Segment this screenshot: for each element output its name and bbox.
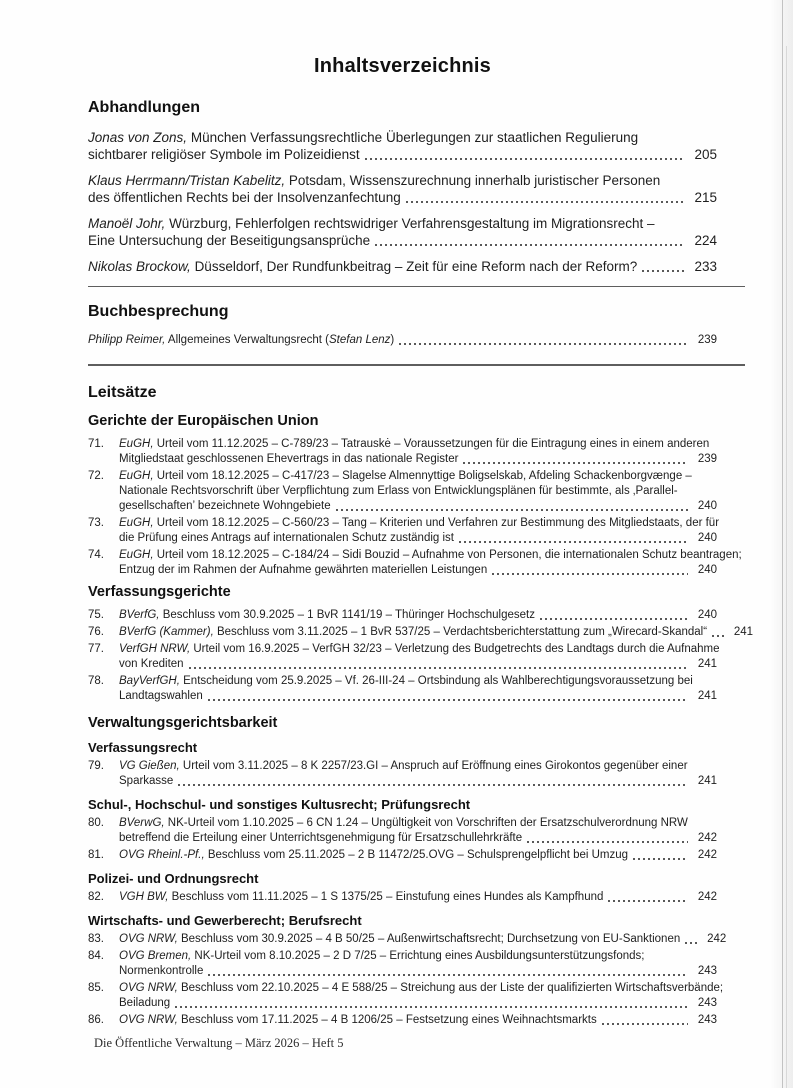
page-title: Inhaltsverzeichnis: [314, 55, 491, 77]
entry-text: Nationale Rechtsvorschrift über Verpflichtung zum Erlass von Entwicklungsplänen für bestimmte, als ‚Parallel-: [119, 484, 678, 497]
dot-leader: [208, 699, 688, 701]
entry-text: Beschluss vom 30.9.2025 – 4 B 50/25 – Außenwirtschaftsrecht; Durchsetzung von EU-Sanktionen: [180, 932, 681, 945]
toc-entry: [88, 949, 717, 979]
entry-text: Beschluss vom 22.10.2025 – 4 E 588/25 – Streichung aus der Liste der qualifizierten Wirtschaftsverbände;: [180, 981, 724, 994]
entry-author: Jonas von Zons,: [88, 130, 188, 145]
category-heading-schulrecht: Schul-, Hochschul- und sonstiges Kultusrecht; Prüfungsrecht: [88, 796, 471, 812]
page-number: 243: [697, 964, 717, 977]
section-heading-buchbesprechung: Buchbesprechung: [88, 303, 229, 320]
entry-court: EuGH,: [119, 548, 154, 561]
section-heading-leitsaetze: Leitsätze: [88, 383, 157, 401]
entry-text: Normenkontrolle: [119, 964, 204, 977]
entry-court: VG Gießen,: [119, 759, 180, 772]
entry-court: VGH BW,: [119, 890, 169, 903]
dot-leader: [459, 541, 688, 543]
entry-text: Würzburg, Fehlerfolgen rechtswidriger Verfahrensgestaltung im Migrationsrecht –: [169, 216, 655, 231]
page-number: 233: [694, 259, 717, 274]
entry-number: 86.: [88, 1013, 104, 1026]
toc-entry: [88, 173, 717, 206]
entry-court: OVG Rheinl.-Pf.,: [119, 848, 205, 861]
entry-text: Urteil vom 16.9.2025 – VerfGH 32/23 – Verletzung des Budgetrechts des Landtags durch die Aufnahme: [193, 642, 720, 655]
entry-text: Beiladung: [119, 996, 171, 1009]
entry-court: BayVerfGH,: [119, 674, 180, 687]
entry-reviewer: Stefan Lenz: [329, 334, 391, 346]
toc-entry: [88, 816, 717, 846]
entry-number: 73.: [88, 516, 104, 529]
entry-text: Urteil vom 3.11.2025 – 8 K 2257/23.GI – Anspruch auf Eröffnung eines Girokontos gegenüber einer: [182, 759, 688, 772]
toc-entry: [88, 548, 742, 578]
entry-number: 81.: [88, 848, 104, 861]
entry-text: Urteil vom 11.12.2025 – C-789/23 – Tatrauskė – Voraussetzungen für die Eintragung eines in einem anderen: [156, 437, 710, 450]
dot-leader: [685, 942, 697, 944]
dot-leader: [189, 667, 688, 669]
journal-footer: Die Öffentliche Verwaltung – März 2026 – Heft 5: [94, 1035, 344, 1050]
page-number: 241: [697, 774, 717, 787]
dot-leader: [527, 841, 688, 843]
dot-leader: [602, 1023, 688, 1025]
entry-text: Landtagswahlen: [119, 689, 203, 702]
entry-court: EuGH,: [119, 437, 154, 450]
toc-entry: [88, 516, 720, 546]
entry-text: Beschluss vom 17.11.2025 – 4 B 1206/25 – Festsetzung eines Weihnachtsmarkts: [180, 1013, 597, 1026]
entry-number: 80.: [88, 816, 104, 829]
entry-text: NK-Urteil vom 8.10.2025 – 2 D 7/25 – Errichtung eines Ausbildungsunterstützungsfonds;: [194, 949, 645, 962]
entry-text: betreffend die Erteilung einer Unterrichtsgenehmigung für Ersatzschullehrkräfte: [119, 831, 523, 844]
dot-leader: [375, 244, 685, 246]
category-heading-verfassungsrecht: Verfassungsrecht: [88, 739, 198, 755]
dot-leader: [540, 618, 688, 620]
entry-number: 84.: [88, 949, 104, 962]
subsection-heading-verfassungsgerichte: Verfassungsgerichte: [88, 583, 231, 600]
page-number: 215: [694, 189, 717, 205]
entry-text: Allgemeines Verwaltungsrecht (: [167, 334, 329, 346]
entry-author: Manoël Johr,: [88, 216, 166, 231]
toc-entry: [88, 848, 717, 863]
dot-leader: [175, 1006, 688, 1008]
entry-author: Klaus Herrmann/Tristan Kabelitz,: [88, 173, 286, 188]
dot-leader: [463, 462, 688, 464]
dot-leader: [399, 343, 688, 345]
entry-text: Urteil vom 18.12.2025 – C-184/24 – Sidi Bouzid – Aufnahme von Personen, die internationalen Schutz beantragen;: [156, 548, 742, 561]
toc-entry: [88, 437, 717, 467]
entry-text: Mitgliedstaat geschlossenen Ehevertrags in das nationale Register: [119, 452, 459, 465]
entry-text: Beschluss vom 30.9.2025 – 1 BvR 1141/19 – Thüringer Hochschulgesetz: [162, 608, 535, 621]
entry-court: OVG NRW,: [119, 932, 178, 945]
toc-entry: [88, 1013, 717, 1028]
page-number: 242: [697, 831, 717, 844]
toc-entry: [88, 259, 717, 276]
entry-number: 76.: [88, 625, 104, 638]
entry-court: BVerwG,: [119, 816, 165, 829]
toc-entry: [88, 890, 717, 905]
entry-court: EuGH,: [119, 516, 154, 529]
subsection-heading-eu-gerichte: Gerichte der Europäischen Union: [88, 412, 319, 429]
toc-entry: [88, 130, 717, 163]
scan-edge-line: [786, 46, 787, 1088]
entry-text: Beschluss vom 3.11.2025 – 1 BvR 537/25 – Verdachtsberichterstattung zum „Wirecard-Skandal“: [216, 625, 708, 638]
entry-text: ): [390, 334, 395, 346]
toc-entry: [88, 642, 720, 672]
entry-text: Urteil vom 18.12.2025 – C-560/23 – Tang – Kriterien und Verfahren zur Bestimmung des Mitgliedstaats, der für: [156, 516, 720, 529]
entry-text: Beschluss vom 25.11.2025 – 2 B 11472/25.OVG – Schulsprengelpflicht bei Umzug: [207, 848, 629, 861]
entry-text: Entscheidung vom 25.9.2025 – Vf. 26-III-24 – Ortsbindung als Wahlberechtigungsvoraussetzung bei: [183, 674, 693, 687]
entry-court: OVG Bremen,: [119, 949, 192, 962]
entry-text: Eine Untersuchung der Beseitigungsansprüche: [88, 232, 371, 248]
subsection-heading-verwaltungsgerichtsbarkeit: Verwaltungsgerichtsbarkeit: [88, 714, 278, 731]
entry-text: die Prüfung eines Antrags auf internationalen Schutz zuständig ist: [119, 531, 454, 544]
page-number: 240: [697, 608, 717, 621]
dot-leader: [208, 974, 688, 976]
entry-number: 72.: [88, 469, 104, 482]
page-number: 239: [697, 452, 717, 465]
entry-court: VerfGH NRW,: [119, 642, 191, 655]
toc-entry: [88, 333, 717, 348]
entry-court: BVerfG (Kammer),: [119, 625, 214, 638]
section-heading-abhandlungen: Abhandlungen: [88, 99, 200, 116]
entry-text: Sparkasse: [119, 774, 174, 787]
entry-number: 77.: [88, 642, 104, 655]
dot-leader: [178, 784, 688, 786]
entry-number: 75.: [88, 608, 104, 621]
page-number: 224: [694, 232, 717, 248]
toc-entry: [88, 981, 724, 1011]
toc-entry: [88, 216, 717, 249]
dot-leader: [336, 509, 688, 511]
toc-entry: [88, 759, 717, 789]
entry-text: Entzug der im Rahmen der Aufnahme gewährten materiellen Leistungen: [119, 563, 488, 576]
dot-leader: [492, 573, 688, 575]
scan-edge-line: [782, 0, 783, 1088]
dot-leader: [712, 635, 724, 637]
page-number: 205: [694, 146, 717, 162]
entry-number: 83.: [88, 932, 104, 945]
entry-text: Düsseldorf, Der Rundfunkbeitrag – Zeit für eine Reform nach der Reform?: [194, 259, 638, 274]
entry-court: OVG NRW,: [119, 981, 178, 994]
page-number: 241: [697, 657, 717, 670]
entry-court: EuGH,: [119, 469, 154, 482]
page-number: 240: [697, 499, 717, 512]
entry-text: sichtbarer religiöser Symbole im Polizeidienst: [88, 146, 360, 162]
page-number: 242: [697, 890, 717, 903]
entry-text: Potsdam, Wissenszurechnung innerhalb juristischer Personen: [288, 173, 661, 188]
entry-text: Beschluss vom 11.11.2025 – 1 S 1375/25 – Einstufung eines Hundes als Kampfhund: [171, 890, 604, 903]
page-number: 240: [697, 531, 717, 544]
page-number: 243: [697, 996, 717, 1009]
entry-text: von Krediten: [119, 657, 184, 670]
page-number: 241: [697, 689, 717, 702]
page-number: 243: [697, 1013, 717, 1026]
toc-entry: [88, 932, 727, 947]
entry-number: 85.: [88, 981, 104, 994]
dot-leader: [365, 158, 685, 160]
entry-text: München Verfassungsrechtliche Überlegungen zur staatlichen Regulierung: [190, 130, 639, 145]
entry-court: OVG NRW,: [119, 1013, 178, 1026]
entry-number: 71.: [88, 437, 104, 450]
entry-number: 74.: [88, 548, 104, 561]
page-number: 241: [733, 625, 754, 638]
category-heading-wirtschaftsrecht: Wirtschafts- und Gewerberecht; Berufsrecht: [88, 912, 362, 928]
entry-text: des öffentlichen Rechts bei der Insolvenzanfechtung: [88, 189, 401, 205]
dot-leader: [633, 858, 688, 860]
toc-entry: [88, 469, 717, 514]
entry-court: BVerfG,: [119, 608, 160, 621]
page-number: 240: [697, 563, 717, 576]
section-divider: [88, 286, 745, 288]
section-divider: [88, 364, 745, 366]
entry-author: Nikolas Brockow,: [88, 259, 191, 274]
category-heading-polizeirecht: Polizei- und Ordnungsrecht: [88, 870, 259, 886]
toc-entry: [88, 674, 717, 704]
entry-number: 82.: [88, 890, 104, 903]
toc-entry: [88, 608, 717, 623]
page-number: 239: [697, 334, 717, 346]
page-number: 242: [697, 848, 717, 861]
toc-entry: [88, 625, 754, 640]
page-number: 242: [707, 932, 727, 945]
dot-leader: [406, 201, 685, 203]
entry-author: Philipp Reimer,: [88, 334, 166, 346]
entry-text: Urteil vom 18.12.2025 – C-417/23 – Slagelse Almennyttige Boligselskab, Afdeling Schackenborgvænge –: [156, 469, 692, 482]
dot-leader: [608, 900, 688, 902]
entry-number: 79.: [88, 759, 104, 772]
entry-text: gesellschaften’ bezeichnete Wohngebiete: [119, 499, 331, 512]
entry-number: 78.: [88, 674, 104, 687]
entry-text: NK-Urteil vom 1.10.2025 – 6 CN 1.24 – Ungültigkeit von Vorschriften der Ersatzschulverordnung NRW: [167, 816, 688, 829]
dot-leader: [642, 270, 685, 272]
